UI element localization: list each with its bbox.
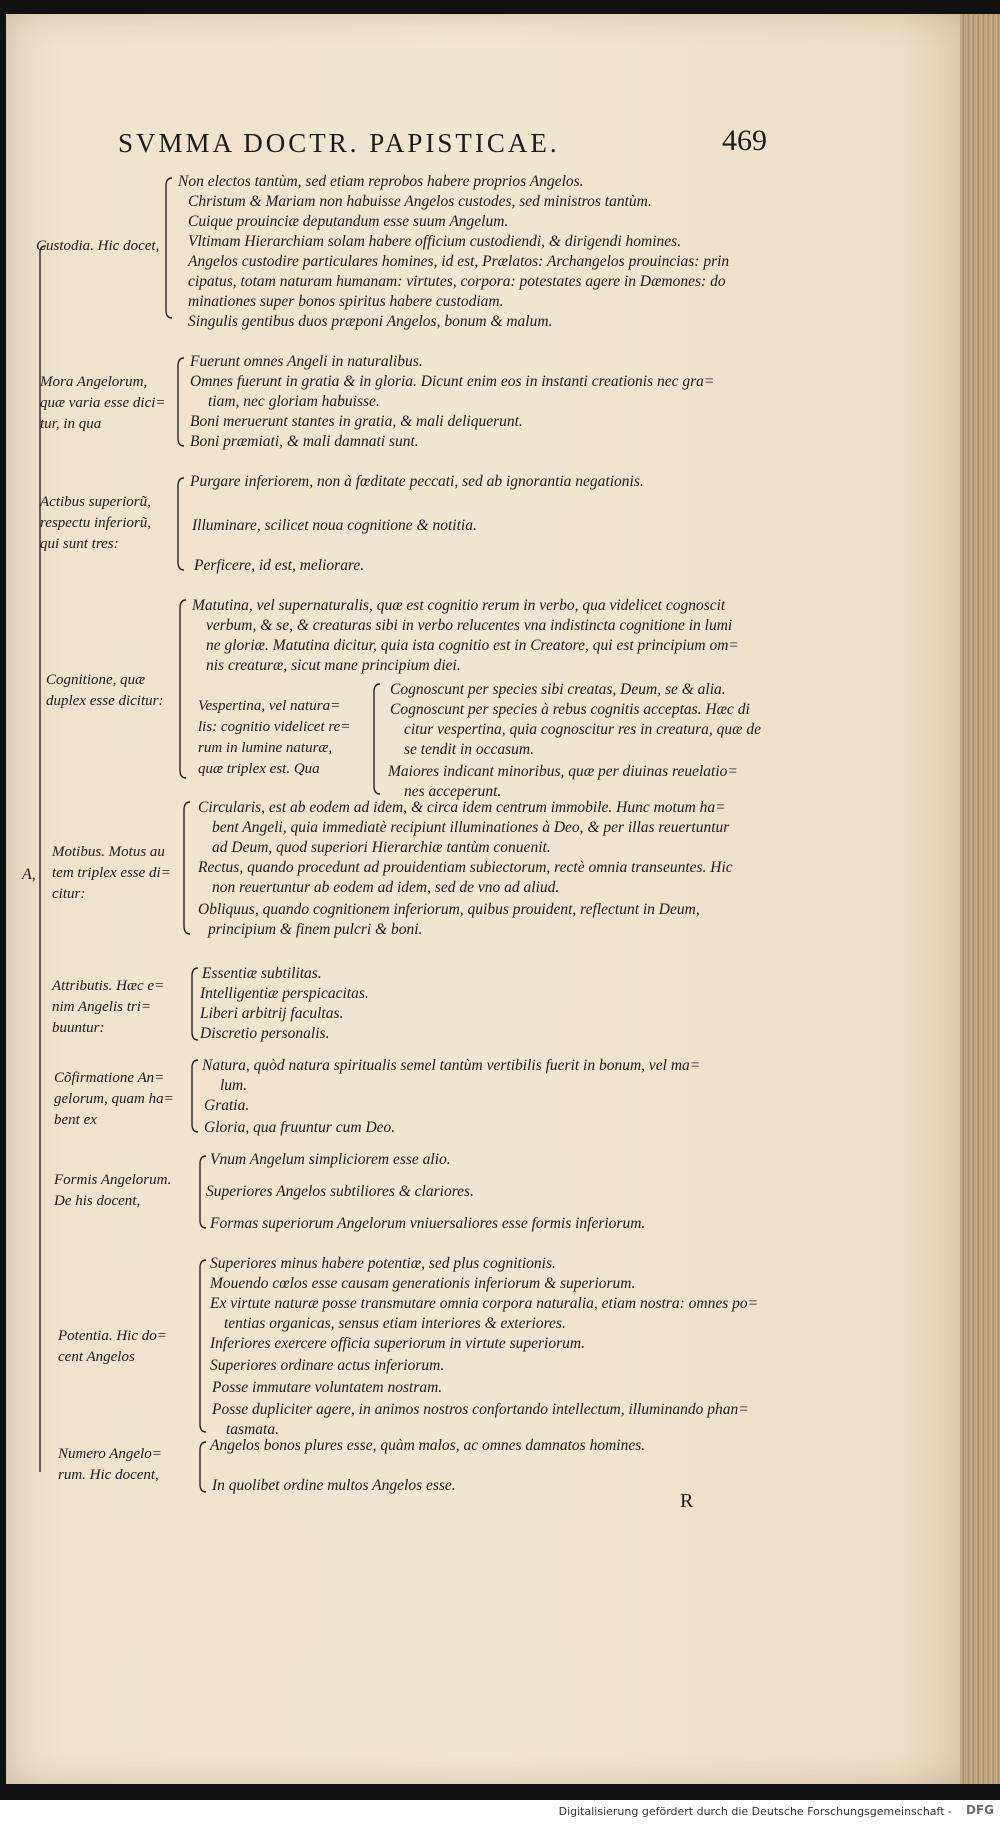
list-item: principium & finem pulcri & boni. xyxy=(208,921,423,938)
list-item: cipatus, totam naturam humanam: virtutes, corpora: potestates agere in Dæmones: do xyxy=(188,273,726,290)
list-item: Fuerunt omnes Angeli in naturalibus. xyxy=(190,353,423,370)
label-line: Cõfirmatione An= xyxy=(54,1070,165,1086)
list-item: Intelligentiæ perspicacitas. xyxy=(200,985,369,1002)
label-line: Numero Angelo= xyxy=(58,1446,162,1462)
list-item: Posse immutare voluntatem nostram. xyxy=(212,1379,443,1396)
list-item: Superiores Angelos subtiliores & clariores. xyxy=(206,1183,474,1200)
list-item: nis creaturæ, sicut mane principium diei. xyxy=(206,657,461,674)
brace-attributis xyxy=(192,968,198,1040)
label-line: Mora Angelorum, xyxy=(40,374,148,390)
section-label-cognitione xyxy=(46,670,163,712)
brace-custodia xyxy=(166,178,172,318)
list-item: Boni meruerunt stantes in gratia, & mali deliquerunt. xyxy=(190,413,523,430)
list-item: Inferiores exercere officia superiorum in virtute superiorum. xyxy=(210,1335,585,1352)
section-label-potentia xyxy=(58,1326,167,1368)
label-line: Motibus. Motus au xyxy=(52,844,165,860)
section-label-motibus xyxy=(52,842,171,905)
sub-list-item: nes acceperunt. xyxy=(404,783,502,800)
section-label-formis xyxy=(54,1170,171,1212)
list-item: tiam, nec gloriam habuisse. xyxy=(208,393,380,410)
list-item: Mouendo cœlos esse causam generationis inferiorum & superiorum. xyxy=(210,1275,636,1292)
label-line: quæ varia esse dici= xyxy=(40,395,166,411)
section-label-custodia: Custodia. Hic docet, xyxy=(36,238,160,254)
list-item: Perficere, id est, meliorare. xyxy=(194,557,365,574)
list-item: Essentiæ subtilitas. xyxy=(202,965,322,982)
footer-credit: Digitalisierung gefördert durch die Deutsche Forschungsgemeinschaft - xyxy=(558,1805,952,1818)
list-item: Illuminare, scilicet noua cognitione & notitia. xyxy=(192,517,477,534)
label-line: gelorum, quam ha= xyxy=(54,1091,174,1107)
label-line: buuntur: xyxy=(52,1020,105,1036)
list-item: Christum & Mariam non habuisse Angelos custodes, sed ministros tantùm. xyxy=(188,193,652,210)
running-head: SVMMA DOCTR. PAPISTICAE. xyxy=(118,128,560,158)
brace-motibus xyxy=(184,802,190,934)
page-number: 469 xyxy=(722,124,767,157)
label-line: De his docent, xyxy=(54,1193,141,1209)
list-item: Discretio personalis. xyxy=(200,1025,330,1042)
list-item: Formas superiorum Angelorum vniuersaliores esse formis inferiorum. xyxy=(210,1215,646,1232)
label-line: Formis Angelorum. xyxy=(54,1172,172,1188)
brace-cognitione xyxy=(180,600,186,778)
label-line: rum in lumine naturæ, xyxy=(198,740,333,756)
label-line: Actibus superiorũ, xyxy=(40,494,151,510)
section-label-actibus xyxy=(40,492,151,555)
list-item: tentias organicas, sensus etiam interiores & exteriores. xyxy=(224,1315,566,1332)
footer-bar xyxy=(0,1800,1000,1824)
brace-vespertina xyxy=(374,684,380,794)
marginal-letter: A, xyxy=(22,866,36,883)
brace-confirmatione xyxy=(192,1060,198,1132)
list-item: Superiores minus habere potentiæ, sed plus cognitionis. xyxy=(210,1255,556,1272)
section-label-numero xyxy=(58,1444,162,1486)
list-item: Angelos custodire particulares homines, id est, Prælatos: Archangelos prouincias: prin xyxy=(188,253,730,270)
brace-numero xyxy=(200,1442,206,1492)
label-line: Cognitione, quæ xyxy=(46,672,146,688)
list-item: Cuique prouinciæ deputandum esse suum Angelum. xyxy=(188,213,509,230)
list-item: Vltimam Hierarchiam solam habere officium custodiendi, & dirigendi homines. xyxy=(188,233,682,250)
list-item: Boni præmiati, & mali damnati sunt. xyxy=(190,433,419,450)
section-label-mora xyxy=(40,372,166,435)
sub-list-item: se tendit in occasum. xyxy=(404,741,535,758)
list-item: bent Angeli, quia immediatè recipiunt illuminationes à Deo, & per illas reuertuntur xyxy=(212,819,730,836)
label-line: citur: xyxy=(52,886,86,902)
label-line: nim Angelis tri= xyxy=(52,999,152,1015)
section-label-attributis xyxy=(52,976,164,1039)
list-item: verbum, & se, & creaturas sibi in verbo relucentes vna indistincta cognitione in lumi xyxy=(206,617,733,634)
list-item: Gloria, qua fruuntur cum Deo. xyxy=(204,1119,396,1136)
sub-list-item: Cognoscunt per species sibi creatas, Deum, se & alia. xyxy=(390,681,726,698)
list-item: Natura, quòd natura spiritualis semel tantùm vertibilis fuerit in bonum, vel ma= xyxy=(202,1057,701,1074)
brace-potentia xyxy=(200,1260,206,1432)
signature-mark: R xyxy=(680,1490,694,1512)
list-item: Ex virtute naturæ posse transmutare omnia corpora naturalia, etiam nostra: omnes po= xyxy=(210,1295,759,1312)
label-line: Vespertina, vel natura= xyxy=(198,698,341,714)
list-item: Angelos bonos plures esse, quàm malos, ac omnes damnatos homines. xyxy=(210,1437,646,1454)
list-item: lum. xyxy=(220,1077,248,1094)
section-label-confirmatione xyxy=(54,1068,174,1131)
brace-actibus xyxy=(178,478,184,570)
label-line: tur, in qua xyxy=(40,416,102,432)
list-item: ne gloriæ. Matutina dicitur, quia ista cognitio est in Creatore, qui est principium om= xyxy=(206,637,739,654)
list-item: Omnes fuerunt in gratia & in gloria. Dicunt enim eos in instanti creationis nec gra= xyxy=(190,373,715,390)
dfg-logo[interactable]: DFG xyxy=(965,1803,994,1817)
list-item: In quolibet ordine multos Angelos esse. xyxy=(212,1477,456,1494)
label-line: qui sunt tres: xyxy=(40,536,119,552)
list-item: Posse dupliciter agere, in animos nostros confortando intellectum, illuminando phan= xyxy=(212,1401,749,1418)
label-line: lis: cognitio videlicet re= xyxy=(198,719,351,735)
list-item: Singulis gentibus duos præponi Angelos, bonum & malum. xyxy=(188,313,553,330)
list-item: minationes super bonos spiritus habere custodiam. xyxy=(188,293,504,310)
list-item: Matutina, vel supernaturalis, quæ est cognitio rerum in verbo, qua videlicet cognoscit xyxy=(192,597,726,614)
brace-mora xyxy=(178,358,184,446)
list-item: Superiores ordinare actus inferiorum. xyxy=(210,1357,445,1374)
sub-list-item: Maiores indicant minoribus, quæ per diuinas reuelatio= xyxy=(388,763,738,780)
list-item: Obliquus, quando cognitionem inferiorum, quibus prouident, reflectunt in Deum, xyxy=(198,901,700,918)
list-item: Circularis, est ab eodem ad idem, & circa idem centrum immobile. Hunc motum ha= xyxy=(198,799,726,816)
label-line: rum. Hic docent, xyxy=(58,1467,159,1483)
label-line: quæ triplex est. Qua xyxy=(198,761,320,777)
sub-list-item: Cognoscunt per species à rebus cognitis acceptas. Hæc di xyxy=(390,701,750,718)
sub-label-vespertina xyxy=(198,696,350,780)
label-line: respectu inferiorũ, xyxy=(40,515,152,531)
list-item: Liberi arbitrij facultas. xyxy=(200,1005,344,1022)
list-item: ad Deum, quod superiori Hierarchiæ tantùm conuenit. xyxy=(212,839,551,856)
sub-list-item: citur vespertina, quia cognoscitur res in creatura, quæ de xyxy=(404,721,762,738)
label-line: tem triplex esse di= xyxy=(52,865,171,881)
list-item: Non electos tantùm, sed etiam reprobos habere proprios Angelos. xyxy=(178,173,584,190)
label-line: bent ex xyxy=(54,1112,97,1128)
label-line: Attributis. Hæc e= xyxy=(52,978,165,994)
list-item: Gratia. xyxy=(204,1097,250,1114)
list-item: tasmata. xyxy=(226,1421,279,1438)
label-line: Potentia. Hic do= xyxy=(58,1328,167,1344)
list-item: Purgare inferiorem, non à fœditate peccati, sed ab ignorantia negationis. xyxy=(190,473,644,490)
list-item: Vnum Angelum simpliciorem esse alio. xyxy=(210,1151,451,1168)
label-line: cent Angelos xyxy=(58,1349,135,1365)
list-item: Rectus, quando procedunt ad prouidentiam subiectorum, rectè omnia transeuntes. Hic xyxy=(198,859,733,876)
label-line: duplex esse dicitur: xyxy=(46,693,164,709)
list-item: non reuertuntur ab eodem ad idem, sed de vno ad aliud. xyxy=(212,879,560,896)
